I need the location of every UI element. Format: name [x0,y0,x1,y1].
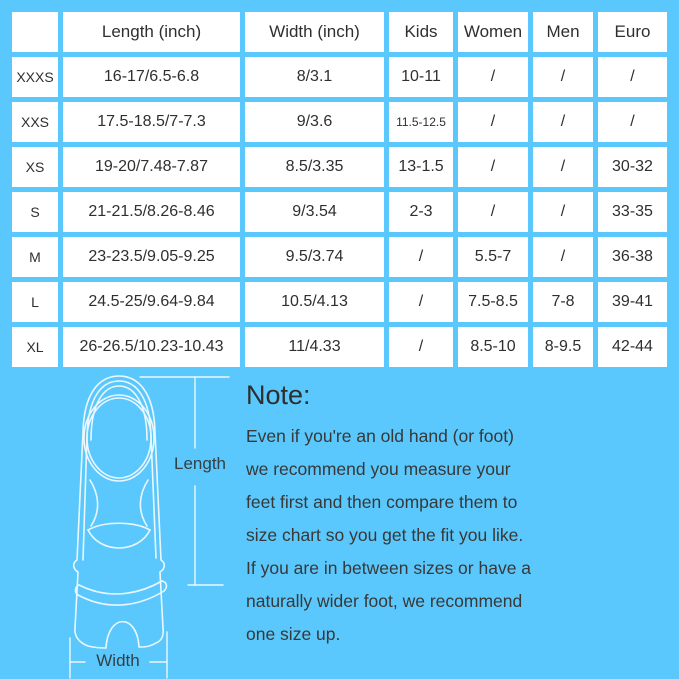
cell-men: 8-9.5 [533,327,593,367]
corner-cell [12,12,58,52]
cell-length: 24.5-25/9.64-9.84 [63,282,240,322]
note-block [246,376,666,658]
cell-width: 8/3.1 [245,57,384,97]
cell-length: 17.5-18.5/7-7.3 [63,102,240,142]
cell-men: / [533,192,593,232]
cell-men: / [533,102,593,142]
length-dimension-label: Length [174,454,226,473]
cell-men: 7-8 [533,282,593,322]
cell-length: 21-21.5/8.26-8.46 [63,192,240,232]
cell-kids: 10-11 [389,57,453,97]
cell-width: 8.5/3.35 [245,147,384,187]
cell-euro: 39-41 [598,282,667,322]
size-label: XS [12,147,58,187]
size-label: L [12,282,58,322]
note-line: If you are in between sizes or have a [246,558,532,578]
cell-length: 26-26.5/10.23-10.43 [63,327,240,367]
cell-women: / [458,57,528,97]
col-header-length: Length (inch) [63,12,240,52]
cell-euro: 42-44 [598,327,667,367]
cell-length: 23-23.5/9.05-9.25 [63,237,240,277]
cell-width: 9/3.6 [245,102,384,142]
width-dimension-label: Width [96,651,140,670]
cell-women: 5.5-7 [458,237,528,277]
size-label: XXXS [12,57,58,97]
col-header-euro: Euro [598,12,667,52]
cell-length: 19-20/7.48-7.87 [63,147,240,187]
cell-men: / [533,237,593,277]
size-label: XL [12,327,58,367]
cell-kids: / [389,282,453,322]
cell-euro: / [598,57,667,97]
fin-diagram [30,370,235,679]
note-line: size chart so you get the fit you like. [246,525,524,545]
cell-kids: 11.5-12.5 [389,102,453,142]
cell-width: 10.5/4.13 [245,282,384,322]
size-table [7,7,672,372]
col-header-width: Width (inch) [245,12,384,52]
cell-kids: / [389,237,453,277]
cell-women: / [458,147,528,187]
cell-width: 11/4.33 [245,327,384,367]
cell-women: / [458,192,528,232]
note-line: we recommend you measure your [246,459,511,479]
cell-men: / [533,57,593,97]
table-row-xs [12,147,667,187]
cell-euro: / [598,102,667,142]
size-label: XXS [12,102,58,142]
note-line: naturally wider foot, we recommend [246,591,523,611]
col-header-women: Women [458,12,528,52]
table-row-m [12,237,667,277]
cell-women: 7.5-8.5 [458,282,528,322]
cell-kids: / [389,327,453,367]
cell-women: 8.5-10 [458,327,528,367]
cell-length: 16-17/6.5-6.8 [63,57,240,97]
cell-kids: 13-1.5 [389,147,453,187]
fin-outline-icon [30,370,235,679]
note-line: one size up. [246,624,341,644]
table-row-xl [12,327,667,367]
table-row-s [12,192,667,232]
table-row-xxxs [12,57,667,97]
table-row-xxs [12,102,667,142]
col-header-men: Men [533,12,593,52]
cell-width: 9/3.54 [245,192,384,232]
cell-men: / [533,147,593,187]
note-line: Even if you're an old hand (or foot) [246,426,514,446]
cell-euro: 33-35 [598,192,667,232]
table-row-l [12,282,667,322]
table-header-row [12,12,667,52]
col-header-kids: Kids [389,12,453,52]
cell-euro: 30-32 [598,147,667,187]
size-label: S [12,192,58,232]
note-line: feet first and then compare them to [246,492,518,512]
note-title: Note: [246,380,311,410]
cell-women: / [458,102,528,142]
cell-euro: 36-38 [598,237,667,277]
cell-kids: 2-3 [389,192,453,232]
cell-width: 9.5/3.74 [245,237,384,277]
size-label: M [12,237,58,277]
